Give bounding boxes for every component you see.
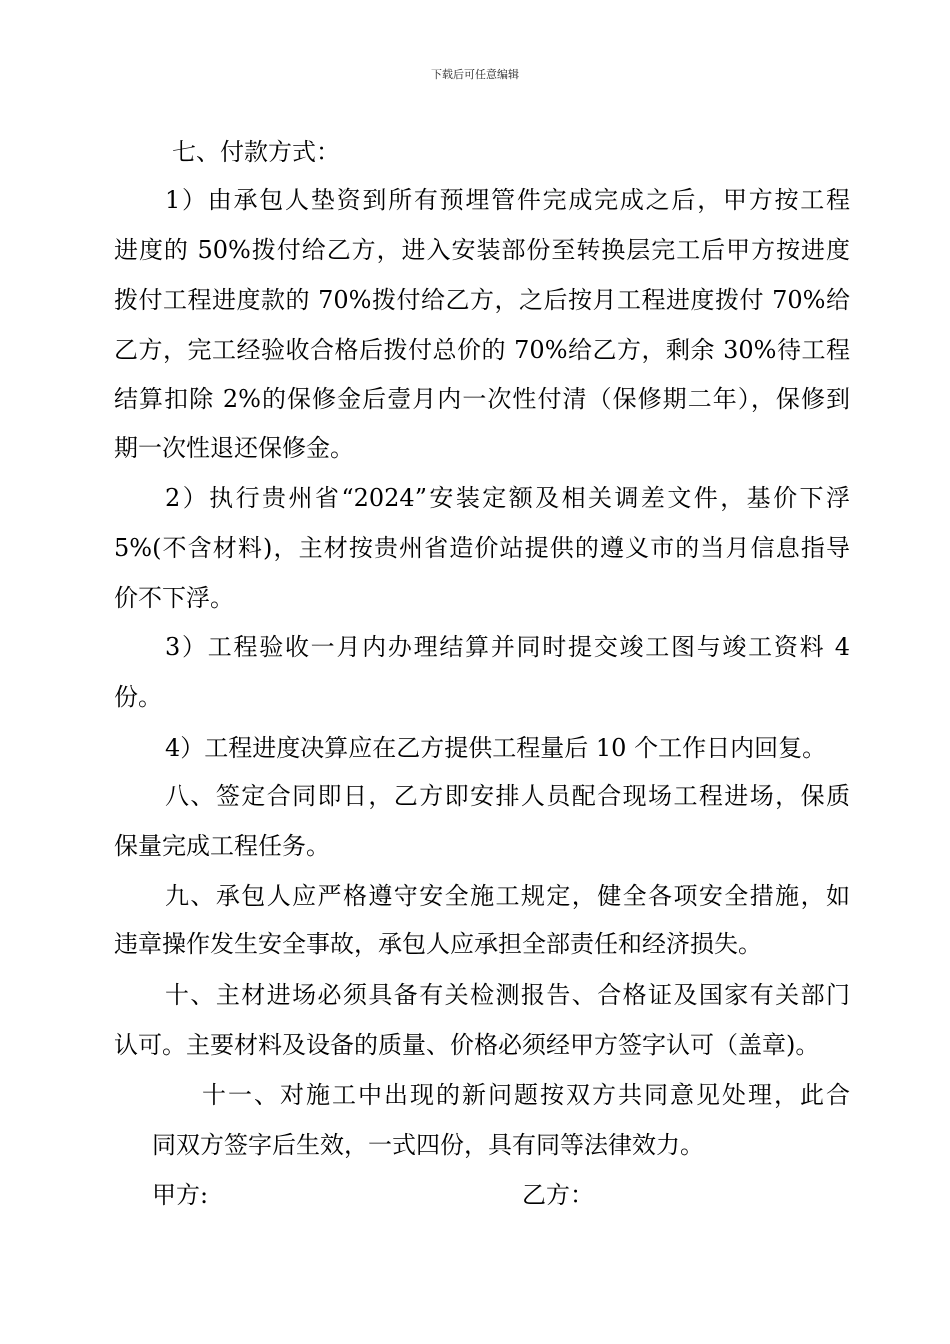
section-10-line-2: 认可。主要材料及设备的质量、价格必须经甲方签字认可（盖章)。 — [114, 1031, 820, 1059]
section-7-item-2-line-1: 2）执行贵州省“2024”安装定额及相关调差文件，基价下浮 — [165, 484, 850, 512]
section-7-item-1-line-2: 进度的 50%拨付给乙方，进入安装部份至转换层完工后甲方按进度 — [114, 236, 850, 264]
section-9-line-1: 九、承包人应严格遵守安全施工规定，健全各项安全措施，如 — [165, 882, 850, 910]
section-11-line-2: 同双方签字后生效，一式四份，具有同等法律效力。 — [152, 1131, 704, 1159]
section-7-item-1-line-1: 1）由承包人垫资到所有预埋管件完成完成之后，甲方按工程 — [165, 186, 850, 214]
section-8-line-2: 保量完成工程任务。 — [114, 832, 330, 860]
section-11-line-1: 十一、对施工中出现的新问题按双方共同意见处理，此合 — [202, 1081, 850, 1109]
section-7-item-1-line-6: 期一次性退还保修金。 — [114, 434, 354, 462]
section-7-item-2-line-3: 价不下浮。 — [114, 584, 234, 612]
section-7-item-4-line-1: 4）工程进度决算应在乙方提供工程量后 10 个工作日内回复。 — [165, 734, 827, 762]
section-7-item-1-line-4: 乙方，完工经验收合格后拨付总价的 70%给乙方，剩余 30%待工程 — [114, 336, 850, 364]
section-7-item-3-line-2: 份。 — [114, 683, 162, 711]
section-7-item-2-line-2: 5%(不含材料)，主材按贵州省造价站提供的遵义市的当月信息指导 — [114, 534, 850, 562]
section-8-line-1: 八、签定合同即日，乙方即安排人员配合现场工程进场，保质 — [165, 782, 850, 810]
section-7-item-1-line-5: 结算扣除 2%的保修金后壹月内一次性付清（保修期二年），保修到 — [114, 385, 850, 413]
party-b-signature-label: 乙方： — [522, 1181, 594, 1209]
section-9-line-2: 违章操作发生安全事故，承包人应承担全部责任和经济损失。 — [114, 930, 762, 958]
page-header: 下载后可任意编辑 — [431, 68, 519, 81]
section-7-item-3-line-1: 3）工程验收一月内办理结算并同时提交竣工图与竣工资料 4 — [165, 633, 850, 661]
section-7-item-1-line-3: 拨付工程进度款的 70%拨付给乙方，之后按月工程进度拨付 70%给 — [114, 286, 850, 314]
section-7-title: 七、付款方式： — [172, 138, 340, 166]
section-10-line-1: 十、主材进场必须具备有关检测报告、合格证及国家有关部门 — [165, 981, 850, 1009]
party-a-signature-label: 甲方: — [152, 1181, 209, 1209]
